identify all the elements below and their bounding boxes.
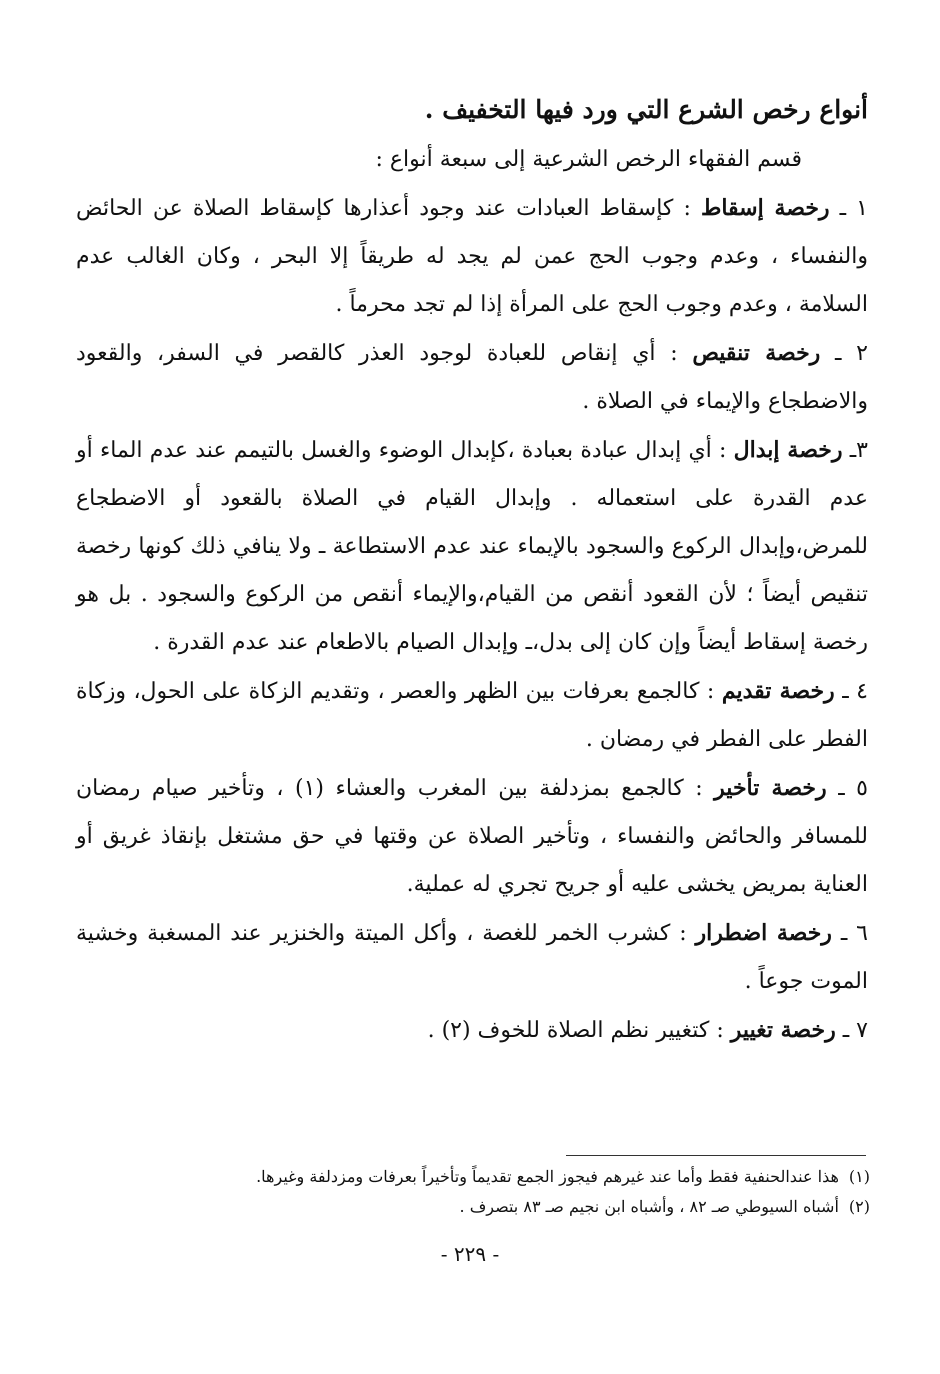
item-term: رخصة تأخير [714, 775, 827, 801]
footnote-number: (٢) [848, 1197, 870, 1216]
item-text: : أي إبدال عبادة بعبادة ،كإبدال الوضوء والغسل بالتيمم عند عدم الماء أو عدم القدرة على استعماله . وإبدال القيام في الصلاة بالقعود أو الاضطجاع للمرض،وإبدال الركوع والسجود بالإيماء عند عدم الاستطاعة ـ ولا ينافي ذلك كونها رخصة تنقيص أيضاً ؛ لأن القعود أنقص من القيام،والإيماء أنقص من الركوع والسجود . بل هو رخصة إسقاط أيضاً وإن كان إلى بدل،ـ وإبدال الصيام بالاطعام عند عدم القدرة . [76, 438, 868, 655]
list-item [76, 426, 868, 667]
item-text: : كتغيير نظم الصلاة للخوف (٢) . [427, 1018, 731, 1043]
item-term: رخصة تنقيص [692, 340, 821, 366]
intro-paragraph: قسم الفقهاء الرخص الشرعية إلى سبعة أنواع : [375, 147, 802, 172]
item-number: ٥ ـ [838, 776, 868, 801]
item-text: : كإسقاط العبادات عند وجود أعذارها كإسقاط الصلاة عن الحائض والنفساء ، وعدم وجوب الحج عمن لم يجد له طريقاً إلا البحر ، وكان الغالب عدم السلامة ، وعدم وجوب الحج على المرأة إذا لم تجد محرماً . [76, 196, 868, 317]
footnote-separator [566, 1155, 866, 1156]
item-term: رخصة إبدال [733, 437, 843, 463]
item-number: ٦ ـ [840, 921, 868, 946]
item-text: : كالجمع بمزدلفة بين المغرب والعشاء (١) ، وتأخير صيام رمضان للمسافر والحائض والنفساء ، وتأخير الصلاة عن وقتها في حق مشتغل بإنقاذ غريق أو العناية بمريض يخشى عليه أو جريح تجري له عملية. [76, 776, 868, 897]
footnotes [100, 1162, 870, 1222]
item-number: ١ ـ [839, 196, 868, 221]
item-number: ٤ ـ [842, 679, 868, 704]
footnote-text: أشباه السيوطي صـ ٨٢ ، وأشباه ابن نجيم صـ ٨٣ بتصرف . [459, 1197, 839, 1216]
footnote-text: هذا عندالحنفية فقط وأما عند غيرهم فيجوز الجمع تقديماً وتأخيراً بعرفات ومزدلفة وغيرها. [256, 1167, 839, 1186]
list-item [76, 764, 868, 909]
list-item [76, 329, 868, 426]
item-number: ٧ ـ [842, 1018, 868, 1043]
list-item [76, 667, 868, 764]
item-term: رخصة اضطرار [695, 920, 832, 946]
list-item [76, 184, 868, 329]
main-text [76, 84, 868, 1055]
item-number: ٣ـ [849, 438, 868, 463]
page-number: - ٢٢٩ - [440, 1242, 500, 1266]
item-term: رخصة تقديم [721, 678, 835, 704]
item-text: : كشرب الخمر للغصة ، وأكل الميتة والخنزير عند المسغبة وخشية الموت جوعاً . [76, 921, 868, 994]
item-text: : أي إنقاص للعبادة لوجود العذر كالقصر في السفر، والقعود والاضطجاع والإيماء في الصلاة . [76, 341, 868, 414]
item-text: : كالجمع بعرفات بين الظهر والعصر ، وتقديم الزكاة على الحول، وزكاة الفطر على الفطر في رمضان . [76, 679, 868, 752]
footnote-number: (١) [848, 1167, 870, 1186]
footnote [100, 1192, 870, 1222]
item-number: ٢ ـ [835, 341, 868, 366]
section-heading: أنواع رخص الشرع التي ورد فيها التخفيف . [424, 95, 868, 124]
list-item [76, 909, 868, 1006]
footnote [100, 1162, 870, 1192]
list-item [76, 1006, 868, 1055]
item-term: رخصة تغيير [730, 1017, 836, 1043]
item-term: رخصة إسقاط [700, 195, 830, 221]
